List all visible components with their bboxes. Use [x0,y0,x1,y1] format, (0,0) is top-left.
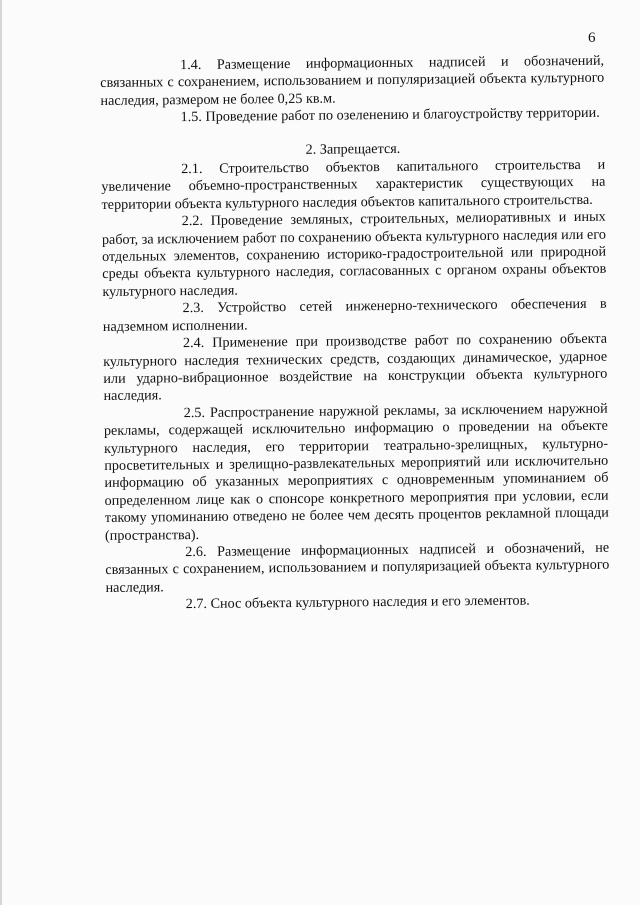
clause-2-1 [101,157,606,214]
clause-number: 1.4. [179,56,202,74]
clause-text: Проведение работ по озеленению и благоустройству территории. [205,104,600,126]
page-number: 6 [588,30,596,46]
clause-2-2 [102,209,607,301]
clause-number: 1.5. [180,109,202,126]
clause-text: Устройство сетей инженерно-технического обеспечения в надземном исполнении. [102,295,607,335]
clause-2-4 [103,331,608,406]
clause-number: 2.6. [185,543,207,561]
clause-2-3 [103,296,607,336]
section-heading: 2. Запрещается. [305,140,401,158]
clause-text: Снос объекта культурного наследия и его элементов. [210,592,530,613]
clause-2-5 [104,400,609,545]
clause-text: Применение при производстве работ по сохранению объекта культурного наследия технических средств, создающих динамическое, ударное или ударно-вибрационное воздействие на конструкции объекта культурного наследия. [103,330,608,405]
clause-text: Размещение информационных надписей и обозначений, не связанных с сохранением, использованием и популяризацией объекта культурного наследия. [105,539,610,596]
document-body [100,53,610,615]
clause-text: Размещение информационных надписей и обозначений, связанных с сохранением, использованием и популяризацией объекта культурного наследия, размером не более 0,25 кв.м. [100,52,605,109]
clause-text: Распространение наружной рекламы, за исключением наружной рекламы, содержащей исключительно информацию о проведении на объекте культурного наследия, его территории театрально-зрелищных, культурно-просветительных и зрелищно-развлекательных мероприятий или исключительно информацию об указанных мероприятиях с одновременным упоминанием об определенном лице как о спонсоре конкретного мероприятия при условии, если такому упоминанию отведено не более чем десять процентов рекламной площади (пространства). [103,400,609,544]
clause-number: 2.3. [182,300,204,317]
clause-text: Строительство объектов капитального строительства и увеличение объемно-пространственных характеристик существующих на территории объекта культурного наследия объектов капитального строительства. [101,156,606,213]
clause-number: 2.5. [183,404,206,421]
clause-number: 2.2. [181,213,204,230]
clause-number: 2.4. [182,335,205,352]
clause-1-4 [100,53,605,110]
clause-2-6 [105,540,610,597]
clause-number: 2.1. [181,160,203,178]
clause-text: Проведение земляных, строительных, мелиоративных и иных работ, за исключением работ по сохранению объекта культурного наследия или его отдельных элементов, сохранению историко-градостроительной или природной среды объекта культурного наследия, согласованных с органом охраны объектов культурного наследия. [101,208,607,300]
page-edge [0,0,2,905]
clause-number: 2.7. [185,596,208,613]
